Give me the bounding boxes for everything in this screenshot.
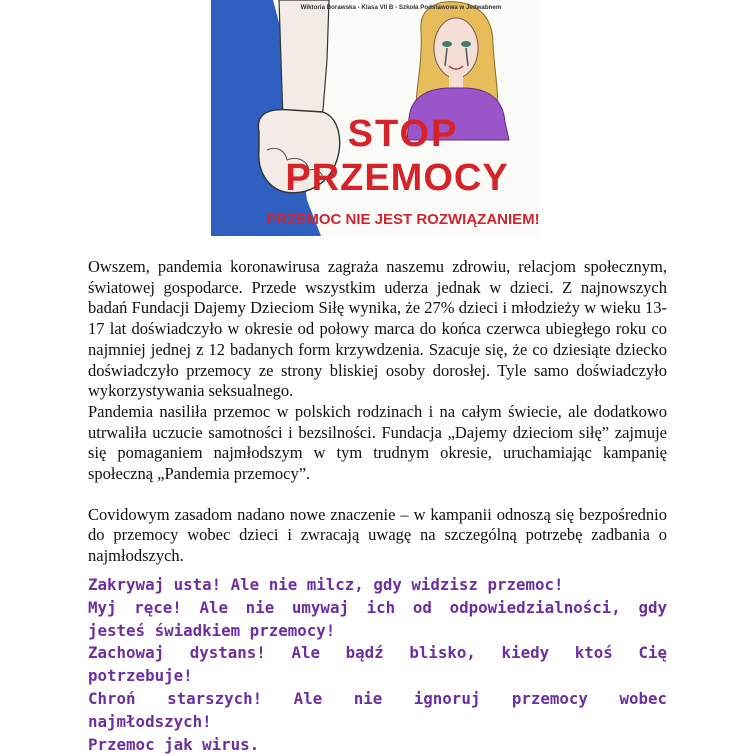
poster-illustration: [211, 0, 540, 236]
article-body: [88, 257, 667, 567]
slogan-5: Przemoc jak wirus.: [88, 734, 260, 754]
poster-credit: Wiktoria Borawska - Klasa VII B - Szkoła Podstawowa w Jedwabnem: [300, 4, 502, 11]
poster-subtitle: PRZEMOC NIE JEST ROZWIĄZANIEM!: [266, 211, 540, 228]
paragraph-3: Covidowym zasadom nadano nowe znaczenie – w kampanii odnoszą się bezpośrednio do przemocy wobec dzieci i zwracają uwagę na szczególną potrzebę zadbania o najmłodszych.: [88, 504, 667, 566]
slogan-3: Zachowaj dystans! Ale bądź blisko, kiedy ktoś Cię potrzebuje!: [88, 643, 667, 686]
poster-drawing: [211, 0, 540, 236]
right-eye: [461, 41, 471, 47]
slogan-4: Chroń starszych! Ale nie ignoruj przemocy wobec najmłodszych!: [88, 688, 667, 731]
poster-title-przemocy: PRZEMOCY: [285, 157, 509, 199]
slogan-2: Myj ręce! Ale nie umywaj ich od odpowiedzialności, gdy jesteś świadkiem przemocy!: [88, 597, 667, 640]
arm-shape: [279, 0, 329, 120]
left-eye: [442, 41, 452, 47]
slogan-1: Zakrywaj usta! Ale nie milcz, gdy widzisz przemoc!: [88, 575, 564, 594]
paragraph-gap: [88, 485, 667, 505]
campaign-slogans: [88, 574, 667, 756]
paragraph-1: Owszem, pandemia koronawirusa zagraża naszemu zdrowiu, relacjom społecznym, światowej gospodarce. Przede wszystkim uderza jednak w dzieci. Z najnowszych badań Fundacji Dajemy Dzieciom Siłę wynika, że 27% dzieci i młodzieży w wieku 13-17 lat doświadczyło w okresie od połowy marca do końca czerwca ubiegłego roku co najmniej jednej z 12 badanych form krzywdzenia. Szacuje się, że co dziesiąte dziecko doświadczyło przemocy ze strony bliskiej osoby dorosłej. Tyle samo doświadczyło wykorzystywania seksualnego.: [88, 257, 667, 401]
poster-title-stop: STOP: [347, 113, 459, 155]
paragraph-2: Pandemia nasiliła przemoc w polskich rodzinach i na całym świecie, ale dodatkowo utrwaliła uczucie samotności i bezsilności. Fundacja „Dajemy dzieciom siłę” zajmuje się pomaganiem najmłodszym w tym trudnym okresie, uruchamiając kampanię społeczną „Pandemia przemocy”.: [88, 401, 667, 484]
